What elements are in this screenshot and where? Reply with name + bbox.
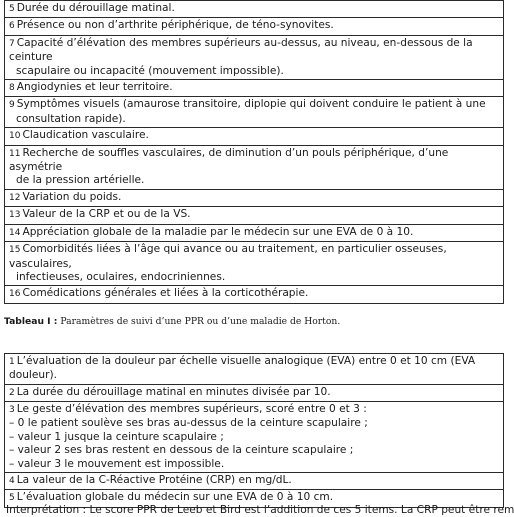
cut-off-text-row bbox=[4, 503, 514, 516]
table-cell bbox=[5, 35, 504, 79]
item-text: L’évaluation globale du médecin sur une EVA de 0 à 10 cm. bbox=[16, 491, 334, 504]
table-cell bbox=[5, 401, 504, 472]
item-text: Le geste d’élévation des membres supérieurs, scoré entre 0 et 3 : bbox=[16, 402, 367, 415]
item-number: 2 bbox=[9, 387, 15, 398]
table-row bbox=[5, 145, 504, 189]
item-subline: – valeur 1 jusque la ceinture scapulaire ; bbox=[9, 430, 224, 443]
item-text-continuation: scapulaire ou incapacité (mouvement impossible). bbox=[16, 64, 284, 77]
table-cell bbox=[5, 1, 504, 18]
table-cell bbox=[5, 353, 504, 384]
item-number: 15 bbox=[9, 245, 21, 256]
item-text: Variation du poids. bbox=[22, 190, 122, 203]
item-number: 10 bbox=[9, 131, 21, 142]
caption-label: Tableau I : bbox=[4, 315, 58, 327]
table1-body bbox=[5, 1, 504, 304]
item-text: Comédications générales et liées à la corticothérapie. bbox=[22, 287, 309, 300]
item-number: 8 bbox=[9, 83, 15, 94]
table-cell bbox=[5, 145, 504, 189]
item-number: 9 bbox=[9, 100, 15, 111]
item-text-continuation: de la pression artérielle. bbox=[16, 174, 145, 187]
item-text-continuation: infectieuses, oculaires, endocriniennes. bbox=[16, 270, 226, 283]
table2-body bbox=[5, 353, 504, 507]
item-text: Recherche de souffles vasculaires, de diminution d’un pouls périphérique, d’une asymétrie bbox=[9, 146, 449, 174]
item-number: 6 bbox=[9, 21, 15, 32]
table-cell bbox=[5, 207, 504, 224]
table-row bbox=[5, 353, 504, 384]
table-cell bbox=[5, 384, 504, 401]
table-caption bbox=[4, 316, 511, 328]
table-followup-parameters bbox=[4, 0, 504, 304]
table-row bbox=[5, 384, 504, 401]
item-text: Valeur de la CRP et ou de la VS. bbox=[22, 208, 191, 221]
item-subline: – valeur 3 le mouvement est impossible. bbox=[9, 457, 225, 470]
item-number: 11 bbox=[9, 148, 21, 159]
table-row bbox=[5, 35, 504, 79]
item-text: Capacité d’élévation des membres supérieurs au-dessus, au niveau, en-dessous de la ceinture bbox=[9, 36, 473, 64]
table-row bbox=[5, 286, 504, 303]
table-cell bbox=[5, 472, 504, 489]
item-text: L’évaluation de la douleur par échelle visuelle analogique (EVA) entre 0 et 10 cm (EVA douleur). bbox=[9, 354, 476, 382]
item-number: 13 bbox=[9, 210, 21, 221]
table-row bbox=[5, 242, 504, 286]
table-cell bbox=[5, 286, 504, 303]
table-row bbox=[5, 401, 504, 472]
table-cell bbox=[5, 224, 504, 241]
item-number: 12 bbox=[9, 192, 21, 203]
table-row bbox=[5, 97, 504, 128]
item-number: 7 bbox=[9, 38, 15, 49]
table-row bbox=[5, 207, 504, 224]
item-text: Appréciation globale de la maladie par le médecin sur une EVA de 0 à 10. bbox=[22, 225, 414, 238]
item-text: Comorbidités liées à l’âge qui avance ou au traitement, en particulier osseuses, vasculaires, bbox=[9, 243, 447, 270]
table-row bbox=[5, 18, 504, 35]
item-number: 16 bbox=[9, 289, 21, 300]
item-text: Angiodynies et leur territoire. bbox=[16, 81, 173, 94]
item-text: Présence ou non d’arthrite périphérique, de téno-synovites. bbox=[16, 19, 334, 32]
table-cell bbox=[5, 189, 504, 206]
table-cell bbox=[5, 80, 504, 97]
item-number: 5 bbox=[9, 4, 15, 14]
table-row bbox=[5, 189, 504, 206]
item-number: 4 bbox=[9, 475, 15, 486]
table-cell bbox=[5, 128, 504, 145]
cut-off-text: Interprétation : Le score PPR de Leeb et Bird est l’addition de ces 5 items. La CRP peut être rem bbox=[6, 503, 514, 516]
item-text: Durée du dérouillage matinal. bbox=[16, 2, 175, 14]
item-number: 3 bbox=[9, 404, 15, 415]
item-text: La durée du dérouillage matinal en minutes divisée par 10. bbox=[16, 385, 331, 398]
table-row bbox=[5, 472, 504, 489]
caption-text: Paramètres de suivi d’une PPR ou d’une maladie de Horton. bbox=[57, 315, 341, 327]
table-row bbox=[5, 224, 504, 241]
table-row bbox=[5, 1, 504, 18]
table-row bbox=[5, 128, 504, 145]
item-number: 5 bbox=[9, 493, 15, 504]
item-text: Claudication vasculaire. bbox=[22, 129, 149, 142]
table-cell bbox=[5, 18, 504, 35]
item-text: Symptômes visuels (amaurose transitoire, diplopie qui doivent conduire le patient à une bbox=[16, 98, 486, 111]
item-number: 1 bbox=[9, 356, 15, 367]
table-cell bbox=[5, 97, 504, 128]
item-text-continuation: consultation rapide). bbox=[16, 112, 126, 125]
table-row bbox=[5, 80, 504, 97]
item-text: La valeur de la C-Réactive Protéine (CRP) en mg/dL. bbox=[16, 473, 292, 486]
item-subline: – valeur 2 ses bras restent en dessous de la ceinture scapulaire ; bbox=[9, 444, 354, 457]
table-ppr-score-items bbox=[4, 353, 504, 508]
item-number: 14 bbox=[9, 227, 21, 238]
table-cell bbox=[5, 242, 504, 286]
item-subline: – 0 le patient soulève ses bras au-dessus de la ceinture scapulaire ; bbox=[9, 417, 368, 430]
